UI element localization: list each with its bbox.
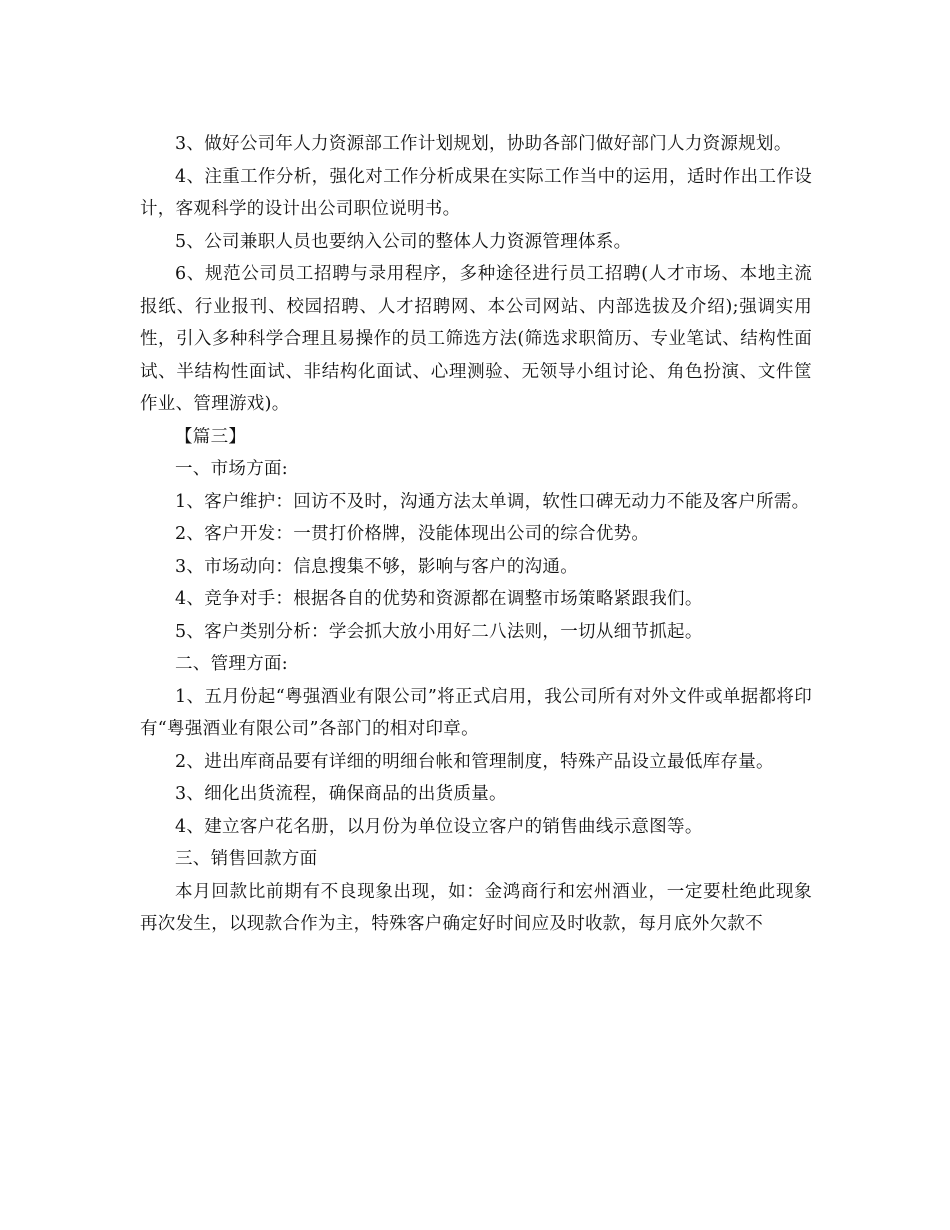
paragraph: 3、细化出货流程，确保商品的出货质量。 (175, 784, 507, 804)
paragraph: 4、注重工作分析，强化对工作分析成果在实际工作当中的运用，适时作出工作设计，客观科学的设计出公司职位说明书。 (140, 166, 812, 219)
paragraph: 2、进出库商品要有详细的明细台帐和管理制度，特殊产品设立最低库存量。 (175, 751, 774, 772)
paragraph: 1、五月份起“粤强酒业有限公司”将正式启用，我公司所有对外文件或单据都将印有“粤强酒业有限公司”各部门的相对印章。 (140, 686, 812, 739)
paragraph: 3、市场动向：信息搜集不够，影响与客户的沟通。 (175, 556, 579, 577)
document-body (140, 128, 812, 941)
paragraph: 2、客户开发：一贯打价格牌，没能体现出公司的综合优势。 (175, 524, 650, 544)
paragraph: 4、竞争对手：根据各自的优势和资源都在调整市场策略紧跟我们。 (175, 589, 703, 609)
section-heading: 一、市场方面: (175, 459, 288, 479)
paragraph: 4、建立客户花名册，以月份为单位设立客户的销售曲线示意图等。 (175, 816, 703, 837)
paragraph: 本月回款比前期有不良现象出现，如：金鸿商行和宏州酒业，一定要杜绝此现象再次发生，以现款合作为主，特殊客户确定好时间应及时收款，每月底外欠款不 (140, 881, 812, 934)
section-heading: 二、管理方面: (175, 654, 288, 674)
paragraph: 3、做好公司年人力资源部工作计划规划，协助各部门做好部门人力资源规划。 (175, 134, 792, 154)
paragraph: 5、公司兼职人员也要纳入公司的整体人力资源管理体系。 (175, 231, 632, 252)
section-heading: 【篇三】 (175, 426, 247, 447)
paragraph: 5、客户类别分析：学会抓大放小用好二八法则，一切从细节抓起。 (175, 621, 703, 642)
paragraph: 1、客户维护：回访不及时，沟通方法太单调，软性口碑无动力不能及客户所需。 (175, 491, 810, 512)
paragraph: 6、规范公司员工招聘与录用程序，多种途径进行员工招聘(人才市场、本地主流报纸、行业报刊、校园招聘、人才招聘网、本公司网站、内部选拔及介绍);强调实用性，引入多种科学合理且易操作的员工筛选方法(筛选求职简历、专业笔试、结构性面试、半结构性面试、非结构化面试、心理测验、无领导小组讨论、角色扮演、文件筐作业、管理游戏)。 (140, 264, 812, 414)
section-heading: 三、销售回款方面 (175, 849, 318, 869)
